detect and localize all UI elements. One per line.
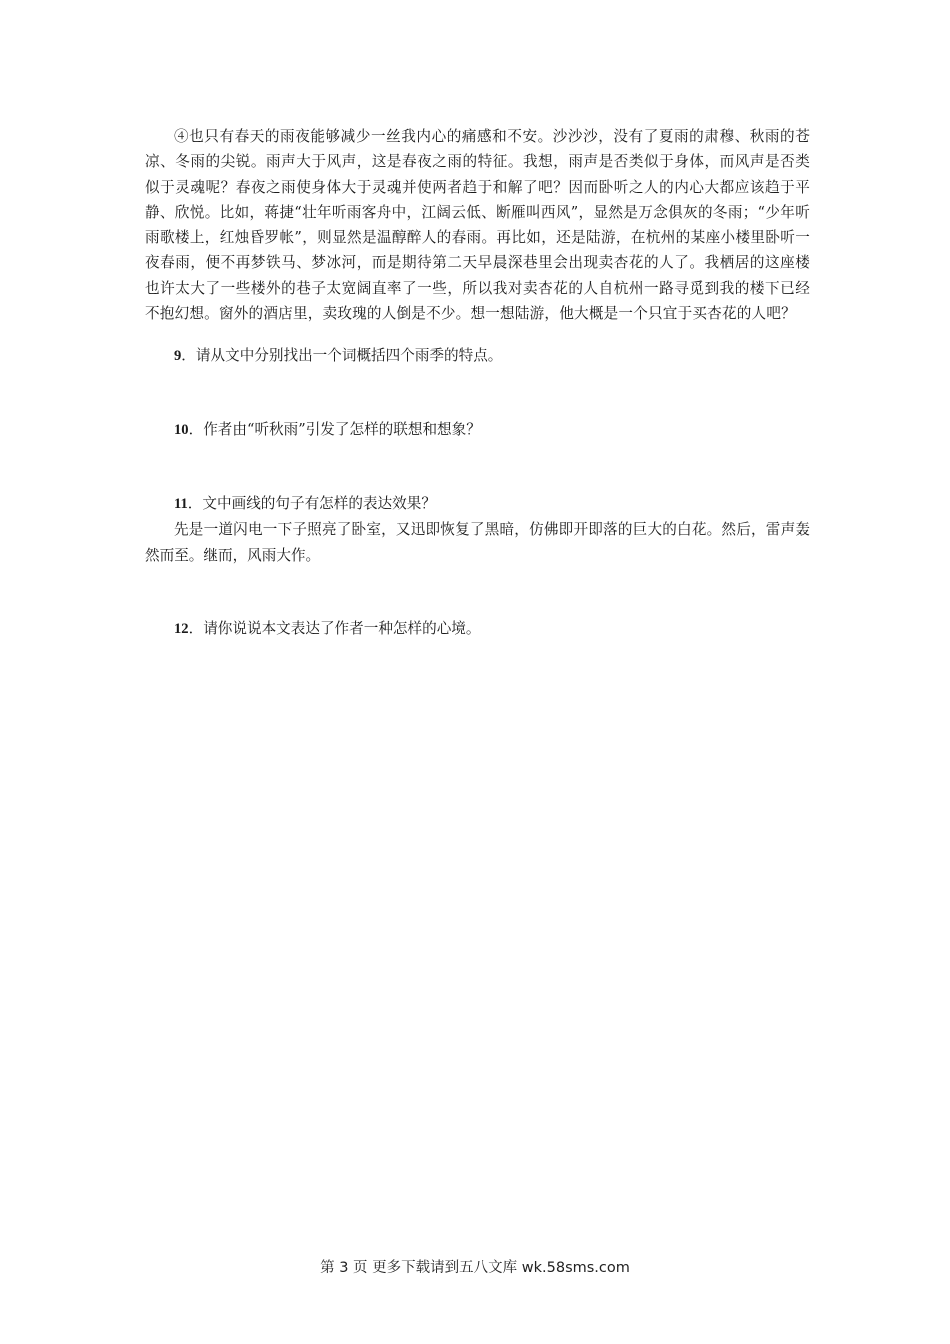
- question-text: 请从文中分别找出一个词概括四个雨季的特点。: [195, 347, 503, 365]
- question-11: [145, 491, 810, 517]
- question-11-quoted-sentence: 先是一道闪电一下子照亮了卧室，又迅即恢复了黑暗，仿佛即开即落的巨大的白花。然后，雷声轰然而至。继而，风雨大作。: [145, 521, 810, 564]
- question-text: 文中画线的句子有怎样的表达效果？: [202, 495, 436, 513]
- question-number: 10: [174, 422, 189, 439]
- question-number: 11: [174, 496, 188, 513]
- question-separator: ．: [187, 495, 203, 513]
- question-12: [145, 616, 810, 642]
- question-separator: ．: [188, 620, 204, 638]
- question-separator: ．: [181, 347, 196, 365]
- question-number: 12: [174, 621, 189, 638]
- page-footer: 第 3 页 更多下载请到五八文库 wk.58sms.com: [320, 1260, 630, 1276]
- question-text: 作者由“听秋雨”引发了怎样的联想和想象？: [203, 421, 481, 439]
- question-separator: ．: [188, 421, 204, 439]
- question-number: 9: [174, 348, 182, 365]
- question-text: 请你说说本文表达了作者一种怎样的心境。: [203, 620, 481, 638]
- document-content: [145, 124, 810, 642]
- question-9: [145, 343, 810, 369]
- question-10: [145, 417, 810, 443]
- passage-paragraph-4: ④也只有春天的雨夜能够减少一丝我内心的痛感和不安。沙沙沙，没有了夏雨的肃穆、秋雨的苍凉、冬雨的尖锐。雨声大于风声，这是春夜之雨的特征。我想，雨声是否类似于身体，而风声是否类似于灵魂呢？春夜之雨使身体大于灵魂并使两者趋于和解了吧？因而卧听之人的内心大都应该趋于平静、欣悦。比如，蒋捷“壮年听雨客舟中，江阔云低、断雁叫西风”，显然是万念俱灰的冬雨；“少年听雨歌楼上，红烛昏罗帐”，则显然是温醇醉人的春雨。再比如，还是陆游，在杭州的某座小楼里卧听一夜春雨，便不再梦铁马、梦冰河，而是期待第二天早晨深巷里会出现卖杏花的人了。我栖居的这座楼也许太大了一些楼外的巷子太宽阔直率了一些，所以我对卖杏花的人自杭州一路寻觅到我的楼下已经不抱幻想。窗外的酒店里，卖玫瑰的人倒是不少。想一想陆游，他大概是一个只宜于买杏花的人吧？: [145, 128, 810, 323]
